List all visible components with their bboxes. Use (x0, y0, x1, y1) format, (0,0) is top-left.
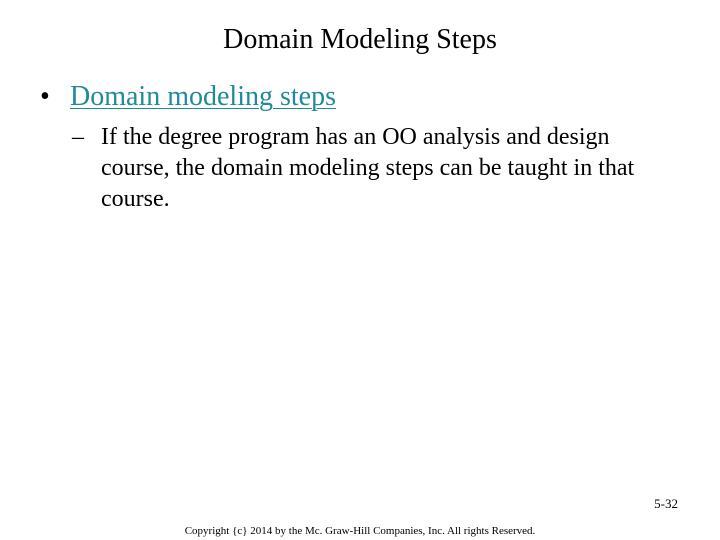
sub-bullet-text: If the degree program has an OO analysis and design course, the domain modeling steps can be taught in that course. (101, 124, 635, 212)
slide-number: 5-32 (654, 496, 678, 511)
sub-bullet-marker: – (72, 124, 84, 150)
slide-title: Domain Modeling Steps (223, 24, 497, 55)
bullet-marker: • (40, 81, 50, 112)
bullet-item (40, 80, 336, 114)
sub-bullet-item (72, 122, 672, 215)
copyright-notice: Copyright {c} 2014 by the Mc. Graw-Hill Companies, Inc. All rights Reserved. (184, 525, 536, 537)
domain-modeling-steps-link[interactable]: Domain modeling steps (70, 81, 336, 112)
